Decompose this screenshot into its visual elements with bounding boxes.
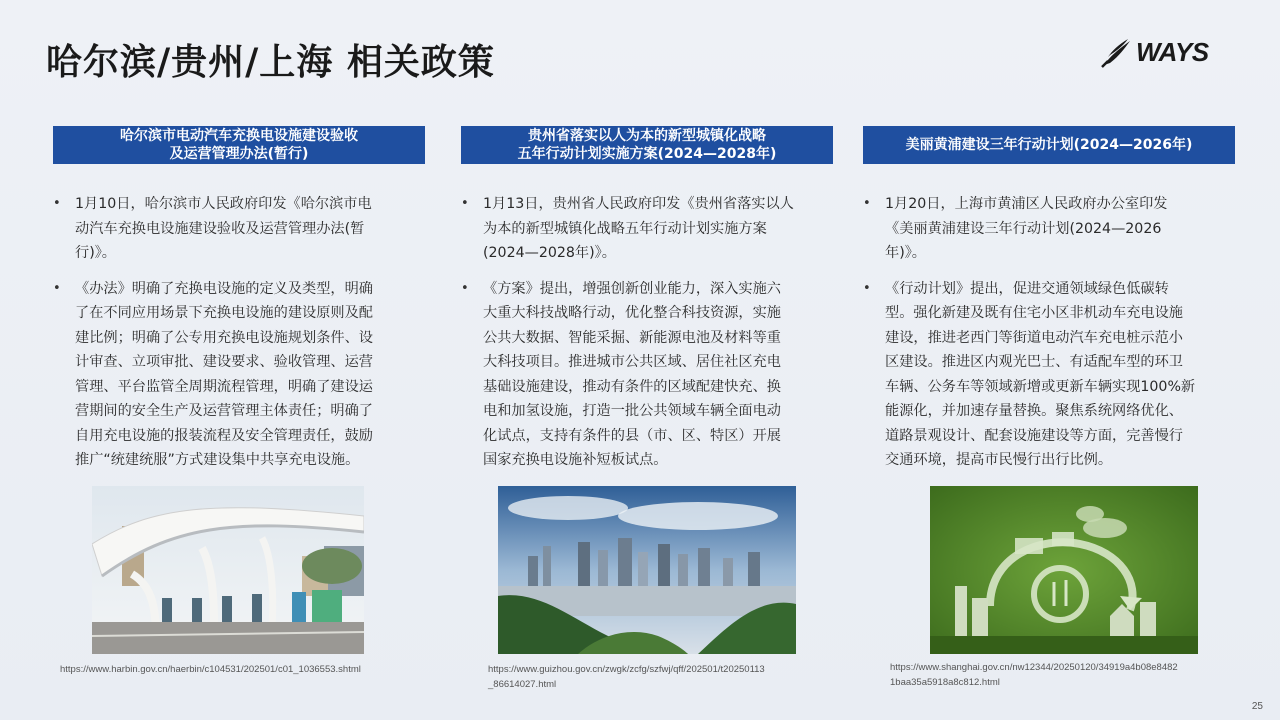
- bullet-line: • 1月20日，上海市黄浦区人民政府办公室印发: [885, 196, 1168, 212]
- bullet-item: [461, 192, 833, 266]
- source-url[interactable]: [488, 662, 838, 692]
- policy-header-harbin: [53, 126, 425, 164]
- bullet-line: 大重大科技战略行动，优化整合科技资源，实施: [483, 305, 781, 321]
- bullet-line: 自用充电设施的报装流程及安全管理责任，鼓励: [75, 427, 373, 444]
- bullet-line: 道路景观设计、配套设施建设等方面，完善慢行: [885, 427, 1183, 444]
- bullet-line: 动汽车充换电设施建设验收及运营管理办法(暂: [75, 220, 365, 237]
- bullet-line: • 《行动计划》提出，促进交通领域绿色低碳转: [885, 280, 1169, 297]
- bullet-list: [53, 192, 425, 473]
- policy-header-guizhou: [461, 126, 833, 164]
- policy-column-shanghai: [863, 126, 1235, 484]
- bullet-list: [461, 192, 833, 473]
- city-skyline-photo: [498, 486, 796, 654]
- bullet-line: 建设，推进老西门等街道电动汽车充电桩示范小: [885, 329, 1183, 346]
- source-url-line[interactable]: _86614027.html: [488, 679, 557, 690]
- bullet-line: 区建设。推进区内观光巴士、有适配车型的环卫: [885, 354, 1183, 370]
- policy-column-guizhou: [461, 126, 833, 484]
- bullet-line: • 《方案》提出，增强创新创业能力，深入实施六: [483, 280, 781, 297]
- ev-charging-station-photo: [92, 486, 364, 654]
- logo-text: WAYS: [1136, 36, 1209, 67]
- header-line: 哈尔滨市电动汽车充换电设施建设验收: [120, 128, 358, 144]
- bullet-line: 型。强化新建及既有住宅小区非机动车充电设施: [885, 305, 1183, 321]
- bullet-item: [461, 277, 833, 473]
- bullet-line: 管理、平台监管全周期流程管理，明确了建设运: [75, 378, 373, 395]
- bullet-line: 交通环境，提高市民慢行出行比例。: [885, 452, 1113, 468]
- bullet-line: 行)》。: [75, 245, 116, 261]
- ways-logo: [1100, 34, 1220, 70]
- bullet-line: 基础设施建设，推动有条件的区域配建快充、换: [483, 378, 781, 395]
- bullet-line: • 《办法》明确了充换电设施的定义及类型，明确: [75, 280, 373, 297]
- bullet-line: 国家充换电设施补短板试点。: [483, 452, 668, 468]
- header-line: 美丽黄浦建设三年行动计划(2024—2026年): [905, 137, 1193, 153]
- bullet-line: 为本的新型城镇化战略五年行动计划实施方案: [483, 220, 767, 237]
- bullet-line: 年)》。: [885, 245, 926, 261]
- bullet-line: 推广“统建统服”方式建设集中共享充电设施。: [75, 452, 360, 468]
- bullet-item: [53, 277, 425, 473]
- bullet-line: 公共大数据、智能采掘、新能源电池及材料等重: [483, 329, 781, 346]
- bullet-line: 《美丽黄浦建设三年行动计划(2024—2026: [885, 220, 1162, 237]
- bullet-line: 营期间的安全生产及运营管理主体责任；明确了: [75, 403, 373, 419]
- source-url[interactable]: [60, 662, 440, 677]
- page-number: 25: [1251, 701, 1263, 712]
- bullet-line: 电和加氢设施，打造一批公共领域车辆全面电动: [483, 403, 781, 419]
- header-line: 五年行动计划实施方案(2024—2028年): [517, 146, 777, 162]
- bullet-line: (2024—2028年)》。: [483, 245, 616, 261]
- ways-leaf-icon: [1100, 35, 1134, 69]
- green-eco-city-photo: [930, 486, 1198, 654]
- bullet-item: [863, 277, 1235, 473]
- bullet-line: 化试点，支持有条件的县（市、区、特区）开展: [483, 427, 781, 444]
- source-url-line[interactable]: 1baa35a5918a8c812.html: [890, 677, 1000, 688]
- bullet-line: 建比例；明确了公专用充换电设施规划条件、设: [75, 329, 373, 346]
- header-line: 及运营管理办法(暂行): [169, 146, 309, 162]
- bullet-line: 能源化，并加速存量替换。聚焦系统网络优化、: [885, 403, 1183, 419]
- bullet-line: • 1月13日，贵州省人民政府印发《贵州省落实以人: [483, 196, 794, 212]
- source-url-line[interactable]: https://www.harbin.gov.cn/haerbin/c104531/202501/c01_1036553.shtml: [60, 664, 361, 675]
- bullet-line: 计审查、立项审批、建设要求、验收管理、运营: [75, 354, 373, 370]
- header-line: 贵州省落实以人为本的新型城镇化战略: [528, 128, 766, 144]
- bullet-line: • 1月10日，哈尔滨市人民政府印发《哈尔滨市电: [75, 196, 372, 212]
- source-url[interactable]: [890, 660, 1220, 690]
- policy-column-harbin: [53, 126, 425, 484]
- bullet-list: [863, 192, 1235, 473]
- policy-header-shanghai: [863, 126, 1235, 164]
- slide-title: 哈尔滨/贵州/上海 相关政策: [46, 41, 495, 83]
- bullet-line: 大科技项目。推进城市公共区域、居住社区充电: [483, 354, 781, 370]
- bullet-item: [53, 192, 425, 266]
- source-url-line[interactable]: https://www.guizhou.gov.cn/zwgk/zcfg/szfwj/qff/202501/t20250113: [488, 664, 765, 675]
- bullet-line: 车辆、公务车等领域新增或更新车辆实现100%新: [885, 378, 1196, 395]
- bullet-item: [863, 192, 1235, 266]
- bullet-line: 了在不同应用场景下充换电设施的建设原则及配: [75, 305, 373, 321]
- source-url-line[interactable]: https://www.shanghai.gov.cn/nw12344/20250120/34919a4b08e8482: [890, 662, 1178, 673]
